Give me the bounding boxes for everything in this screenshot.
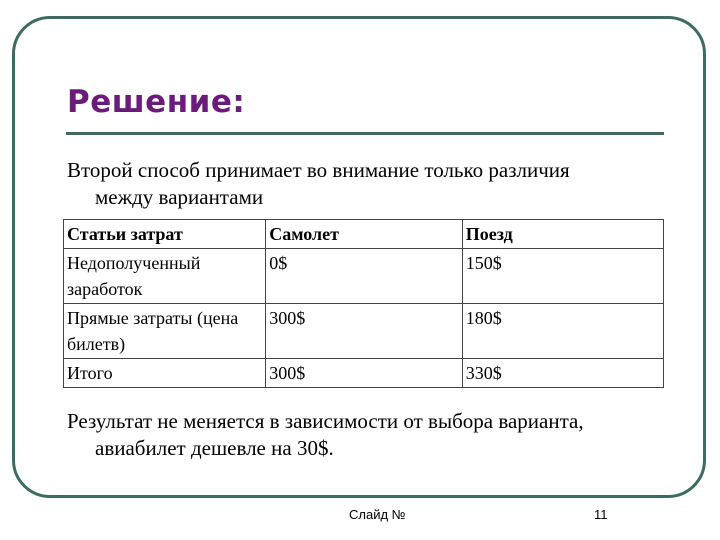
row-label-cell: Недополученный заработок (64, 249, 266, 304)
train-value-cell: 150$ (462, 249, 663, 304)
row-label-cell: Прямые затраты (цена билетв) (64, 304, 266, 359)
intro-line-1: Второй способ принимает во внимание только различия (67, 158, 570, 182)
plane-value-cell: 0$ (266, 249, 463, 304)
train-value-cell: 330$ (462, 359, 663, 388)
table-row (64, 249, 664, 304)
header-cell: Статьи затрат (64, 220, 266, 249)
table-row (64, 359, 664, 388)
footer-slide-label: Слайд № (349, 507, 406, 522)
intro-paragraph (67, 157, 687, 211)
footer-slide-number: 11 (594, 507, 608, 522)
title-divider (66, 132, 664, 135)
table-header-row (64, 220, 664, 249)
slide-title: Решение: (67, 84, 246, 120)
conclusion-paragraph (67, 408, 687, 462)
plane-value-cell: 300$ (266, 359, 463, 388)
conclusion-line-1: Результат не меняется в зависимости от выбора варианта, (67, 409, 584, 433)
header-cell: Поезд (462, 220, 663, 249)
train-value-cell: 180$ (462, 304, 663, 359)
table-row (64, 304, 664, 359)
cost-comparison-table (63, 219, 664, 388)
row-label-cell: Итого (64, 359, 266, 388)
conclusion-line-2: авиабилет дешевле на 30$. (95, 436, 334, 460)
header-cell: Самолет (266, 220, 463, 249)
plane-value-cell: 300$ (266, 304, 463, 359)
intro-line-2: между вариантами (95, 185, 264, 209)
